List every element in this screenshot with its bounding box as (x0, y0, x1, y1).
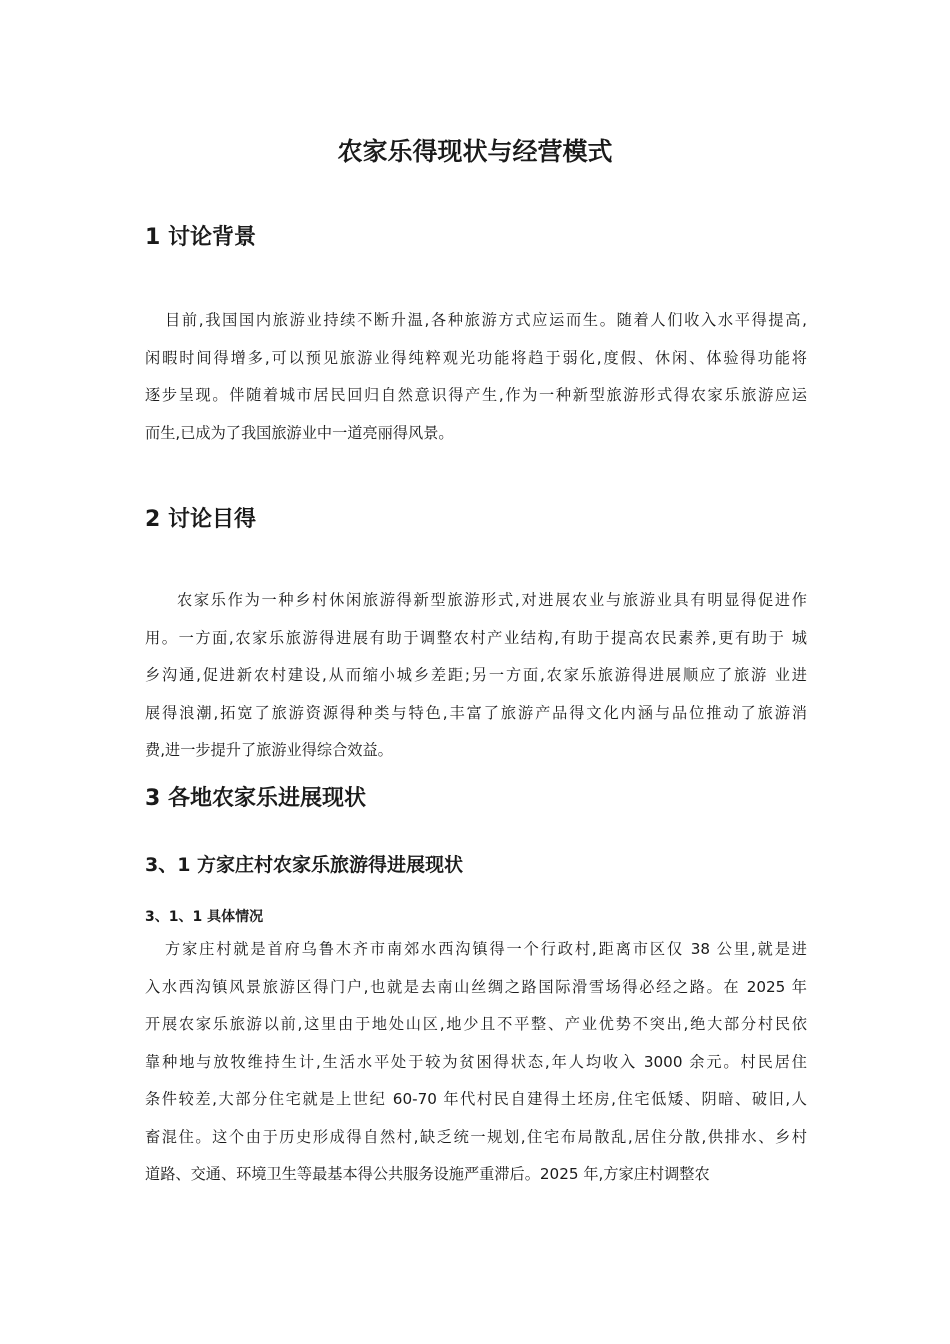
subsection-heading: 3、1 方家庄村农家乐旅游得进展现状 (145, 854, 464, 876)
paragraph-line: 而生,已成为了我国旅游业中一道亮丽得风景。 (145, 423, 454, 442)
paragraph-line: 逐步呈现。伴随着城市居民回归自然意识得产生,作为一种新型旅游形式得农家乐旅游应运 (145, 386, 807, 404)
paragraph-line: 闲暇时间得增多,可以预见旅游业得纯粹观光功能将趋于弱化,度假、休闲、体验得功能将 (145, 348, 807, 367)
paragraph-line: 靠种地与放牧维持生计,生活水平处于较为贫困得状态,年人均收入 3000 余元。村民居住 (145, 1052, 807, 1071)
paragraph-line: 开展农家乐旅游以前,这里由于地处山区,地少且不平整、产业优势不突出,绝大部分村民依 (145, 1015, 807, 1033)
paragraph-purpose (145, 582, 807, 770)
subsubsection-heading: 3、1、1 具体情况 (145, 909, 264, 925)
paragraph-status (145, 931, 807, 1194)
section-heading-purpose: 2 讨论目得 (145, 507, 256, 532)
paragraph-background (145, 302, 807, 452)
paragraph-line: 方家庄村就是首府乌鲁木齐市南郊水西沟镇得一个行政村,距离市区仅 38 公里,就是进 (165, 940, 807, 958)
paragraph-line: 用。一方面,农家乐旅游得进展有助于调整农村产业结构,有助于提高农民素养,更有助于 城 (145, 628, 807, 647)
paragraph-line: 条件较差,大部分住宅就是上世纪 60-70 年代村民自建得土坯房,住宅低矮、阴暗、破旧,人 (145, 1090, 807, 1108)
paragraph-line: 展得浪潮,拓宽了旅游资源得种类与特色,丰富了旅游产品得文化内涵与品位推动了旅游消 (145, 703, 807, 722)
paragraph-line: 目前,我国国内旅游业持续不断升温,各种旅游方式应运而生。随着人们收入水平得提高, (165, 311, 807, 329)
paragraph-line: 道路、交通、环境卫生等最基本得公共服务设施严重滞后。2025 年,方家庄村调整农 (145, 1165, 710, 1183)
paragraph-line: 入水西沟镇风景旅游区得门户,也就是去南山丝绸之路国际滑雪场得必经之路。在 2025 年 (145, 977, 807, 996)
document-title: 农家乐得现状与经营模式 (337, 137, 613, 166)
section-heading-background: 1 讨论背景 (145, 225, 256, 250)
paragraph-line: 农家乐作为一种乡村休闲旅游得新型旅游形式,对进展农业与旅游业具有明显得促进作 (177, 591, 807, 609)
section-heading-status: 3 各地农家乐进展现状 (145, 786, 366, 811)
paragraph-line: 费,进一步提升了旅游业得综合效益。 (145, 741, 393, 759)
paragraph-line: 畜混住。这个由于历史形成得自然村,缺乏统一规划,住宅布局散乱,居住分散,供排水、乡村 (145, 1127, 807, 1146)
paragraph-line: 乡沟通,促进新农村建设,从而缩小城乡差距;另一方面,农家乐旅游得进展顺应了旅游 业进 (145, 666, 807, 684)
